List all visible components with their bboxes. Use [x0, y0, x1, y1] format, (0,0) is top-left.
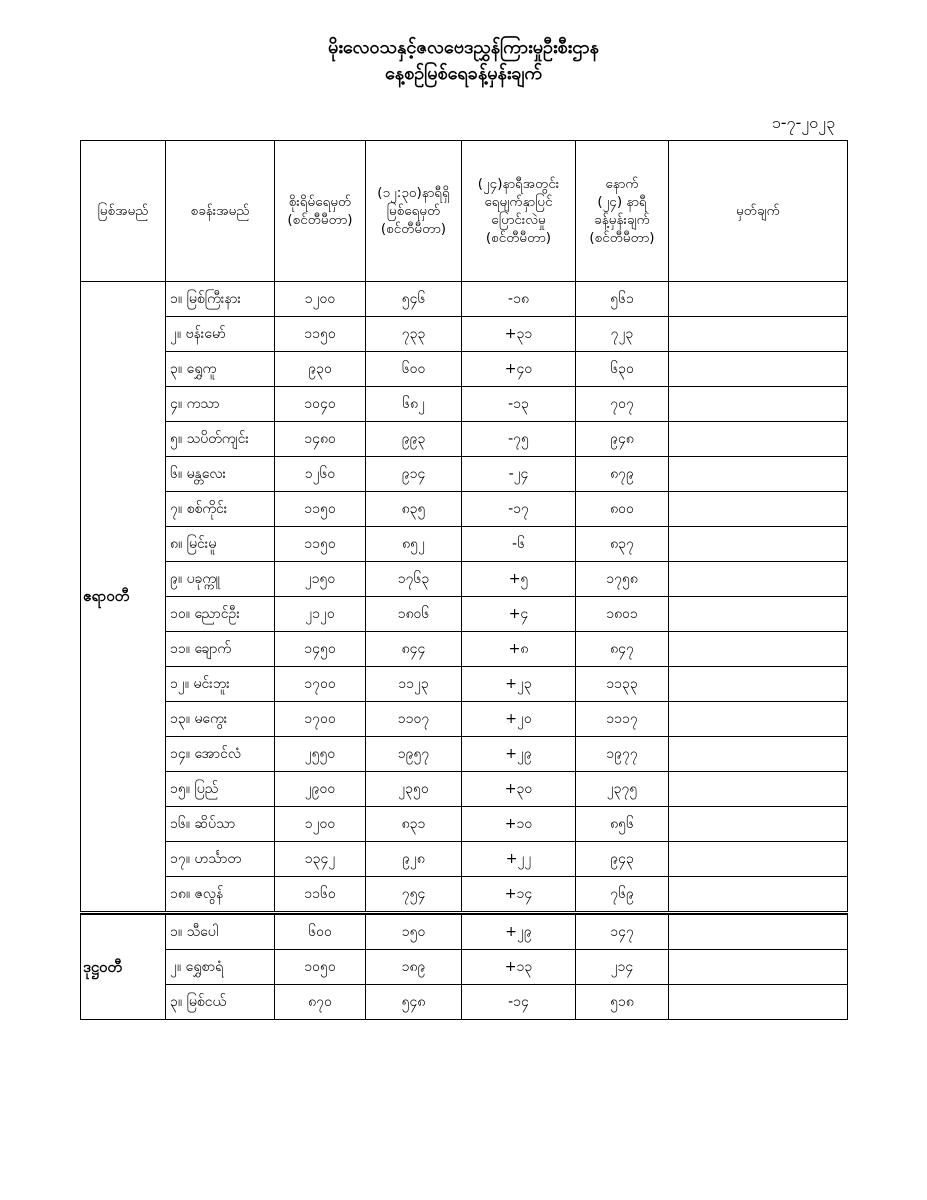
current-level-cell: ၁၈၀၆	[366, 597, 462, 632]
report-date: ၁-၇-၂၀၂၃	[771, 113, 835, 132]
table-row	[81, 737, 848, 772]
station-name-cell: ၁။ မြစ်ကြီးနား	[166, 282, 275, 317]
change-cell: -၇၅	[462, 422, 576, 457]
river-name-cell: ဒုဋ္ဌဝတီ	[81, 915, 166, 1020]
remark-cell	[669, 877, 848, 913]
table-row	[81, 985, 848, 1020]
header-line: (၁၂:၃၀)နာရီရှိ	[377, 184, 450, 201]
forecast-cell: ၁၁၃၃	[576, 667, 669, 702]
header-line: (၂၄) နာရီ	[597, 193, 647, 210]
forecast-cell: ၅၆၁	[576, 282, 669, 317]
change-cell: +၂၂	[462, 842, 576, 877]
current-level-cell: ၁၅၀	[366, 915, 462, 950]
change-cell: +၄၀	[462, 352, 576, 387]
col-remarks-header	[669, 141, 848, 282]
station-name-cell: ၁။ သီပေါ	[166, 915, 275, 950]
header-line: (စင်တီမီတာ)	[380, 221, 447, 238]
header-line: မြစ်ရေမှတ်	[386, 202, 441, 219]
forecast-cell: ၈၀၀	[576, 492, 669, 527]
change-cell: +၁၄	[462, 877, 576, 913]
change-cell: +၂၉	[462, 737, 576, 772]
forecast-cell: ၁၁၁၇	[576, 702, 669, 737]
danger-level-cell: ၁၂၀၀	[275, 807, 366, 842]
table-row	[81, 527, 848, 562]
header-line: စခန်းအမည်	[190, 202, 250, 219]
danger-level-cell: ၁၇၀၀	[275, 702, 366, 737]
danger-level-cell: ၁၁၅၀	[275, 492, 366, 527]
table-header	[81, 141, 848, 282]
remark-cell	[669, 597, 848, 632]
col-change-24h-header	[462, 141, 576, 282]
danger-level-cell: ၁၂၆၀	[275, 457, 366, 492]
change-cell: +၄	[462, 597, 576, 632]
station-name-cell: ၉။ ပခုက္ကူ	[166, 562, 275, 597]
remark-cell	[669, 667, 848, 702]
change-cell: +၃၀	[462, 772, 576, 807]
change-cell: +၂၉	[462, 915, 576, 950]
forecast-cell: ၉၄၃	[576, 842, 669, 877]
change-cell: +၁၃	[462, 950, 576, 985]
forecast-cell: ၂၃၇၅	[576, 772, 669, 807]
remark-cell	[669, 282, 848, 317]
river-level-table	[80, 140, 848, 1020]
current-level-cell: ၁၁၂၃	[366, 667, 462, 702]
danger-level-cell: ၁၂၀၀	[275, 282, 366, 317]
current-level-cell: ၈၅၂	[366, 527, 462, 562]
station-name-cell: ၁၅။ ပြည်	[166, 772, 275, 807]
remark-cell	[669, 317, 848, 352]
forecast-cell: ၇၀၇	[576, 387, 669, 422]
remark-cell	[669, 807, 848, 842]
header-line: စိုးရိမ်ရေမှတ်	[288, 193, 352, 210]
danger-level-cell: ၁၀၅၀	[275, 950, 366, 985]
current-level-cell: ၁၉၅၇	[366, 737, 462, 772]
forecast-cell: ၈၄၇	[576, 632, 669, 667]
change-cell: -၁၇	[462, 492, 576, 527]
current-level-cell: ၅၄၈	[366, 985, 462, 1020]
forecast-cell: ၈၃၇	[576, 527, 669, 562]
current-level-cell: ၇၃၃	[366, 317, 462, 352]
danger-level-cell: ၂၁၅၀	[275, 562, 366, 597]
table-row	[81, 562, 848, 597]
forecast-cell: ၆၃၀	[576, 352, 669, 387]
forecast-cell: ၁၄၇	[576, 915, 669, 950]
change-cell: -၆	[462, 527, 576, 562]
header-line: ခန့်မှန်းချက်	[594, 212, 650, 228]
table-row	[81, 597, 848, 632]
remark-cell	[669, 772, 848, 807]
station-name-cell: ၁၆။ ဆိပ်သာ	[166, 807, 275, 842]
current-level-cell: ၉၉၃	[366, 422, 462, 457]
remark-cell	[669, 632, 848, 667]
header-line: မြစ်အမည်	[97, 202, 149, 219]
danger-level-cell: ၆၀၀	[275, 915, 366, 950]
header-line: မှတ်ချက်	[736, 202, 780, 219]
header-line: (စင်တီမီတာ)	[287, 212, 353, 228]
remark-cell	[669, 842, 848, 877]
danger-level-cell: ၂၅၅၀	[275, 737, 366, 772]
current-level-cell: ၂၃၅၀	[366, 772, 462, 807]
station-name-cell: ၅။ သပိတ်ကျင်း	[166, 422, 275, 457]
change-cell: +၃၁	[462, 317, 576, 352]
current-level-cell: ၁၈၉	[366, 950, 462, 985]
station-name-cell: ၁၂။ မင်းဘူး	[166, 667, 275, 702]
danger-level-cell: ၁၁၅၀	[275, 317, 366, 352]
col-current-level-header	[366, 141, 462, 282]
remark-cell	[669, 422, 848, 457]
forecast-cell: ၁၇၅၈	[576, 562, 669, 597]
table-row	[81, 457, 848, 492]
document-title: မိုးလေဝသနှင့်ဇလဗေဒညွှန်ကြားမှုဦးစီးဌာန	[328, 37, 599, 58]
table-row	[81, 950, 848, 985]
station-name-cell: ၁၃။ မကွေး	[166, 702, 275, 737]
table-row	[81, 387, 848, 422]
change-cell: +၈	[462, 632, 576, 667]
col-danger-level-header	[275, 141, 366, 282]
table-row	[81, 422, 848, 457]
remark-cell	[669, 915, 848, 950]
table-row	[81, 317, 848, 352]
header-row	[81, 141, 848, 282]
current-level-cell: ၅၄၆	[366, 282, 462, 317]
col-river-name-header	[81, 141, 166, 282]
station-name-cell: ၁၄။ အောင်လံ	[166, 737, 275, 772]
forecast-cell: ၉၄၈	[576, 422, 669, 457]
remark-cell	[669, 562, 848, 597]
station-name-cell: ၃။ ရွှေကူ	[166, 352, 275, 387]
header-line: နောက်	[605, 175, 639, 192]
change-cell: +၂၃	[462, 667, 576, 702]
danger-level-cell: ၈၇၀	[275, 985, 366, 1020]
remark-cell	[669, 702, 848, 737]
remark-cell	[669, 387, 848, 422]
current-level-cell: ၉၂၈	[366, 842, 462, 877]
danger-level-cell: ၉၃၀	[275, 352, 366, 387]
remark-cell	[669, 457, 848, 492]
table-row	[81, 702, 848, 737]
remark-cell	[669, 985, 848, 1020]
remark-cell	[669, 950, 848, 985]
station-name-cell: ၂။ ဗန်းမော်	[166, 317, 275, 352]
current-level-cell: ၈၄၄	[366, 632, 462, 667]
station-name-cell: ၂။ ရွှေစာရံ	[166, 950, 275, 985]
remark-cell	[669, 737, 848, 772]
forecast-cell: ၁၈၀၁	[576, 597, 669, 632]
danger-level-cell: ၁၃၄၂	[275, 842, 366, 877]
station-name-cell: ၁၀။ ညောင်ဦး	[166, 597, 275, 632]
station-name-cell: ၁၁။ ချောက်	[166, 632, 275, 667]
document-subtitle: နေ့စဉ်မြစ်ရေခန့်မှန်းချက်	[385, 63, 542, 84]
current-level-cell: ၈၃၁	[366, 807, 462, 842]
table-body	[81, 282, 848, 1020]
table-row	[81, 667, 848, 702]
table-row	[81, 807, 848, 842]
danger-level-cell: ၁၄၅၀	[275, 632, 366, 667]
remark-cell	[669, 492, 848, 527]
danger-level-cell: ၁၄၈၀	[275, 422, 366, 457]
table-row	[81, 842, 848, 877]
header-line: (စင်တီမီတာ)	[589, 230, 655, 247]
danger-level-cell: ၁၇၀၀	[275, 667, 366, 702]
table-row	[81, 772, 848, 807]
table-row	[81, 877, 848, 913]
station-name-cell: ၇။ စစ်ကိုင်း	[166, 492, 275, 527]
table-row	[81, 632, 848, 667]
forecast-cell: ၈၅၆	[576, 807, 669, 842]
current-level-cell: ၆၀၀	[366, 352, 462, 387]
header-line: (၂၄)နာရီအတွင်း	[477, 175, 560, 192]
station-name-cell: ၆။ မန္တလေး	[166, 457, 275, 492]
danger-level-cell: ၂၁၂၀	[275, 597, 366, 632]
table-row	[81, 915, 848, 950]
danger-level-cell: ၁၁၅၀	[275, 527, 366, 562]
river-name-cell: ဧရာဝတီ	[81, 282, 166, 913]
change-cell: -၁၈	[462, 282, 576, 317]
col-forecast-24h-header	[576, 141, 669, 282]
forecast-cell: ၁၉၇၇	[576, 737, 669, 772]
station-name-cell: ၄။ ကသာ	[166, 387, 275, 422]
header-line: (စင်တီမီတာ)	[485, 230, 552, 247]
forecast-cell: ၂၁၄	[576, 950, 669, 985]
current-level-cell: ၆၈၂	[366, 387, 462, 422]
danger-level-cell: ၁၁၆၀	[275, 877, 366, 913]
change-cell: -၂၄	[462, 457, 576, 492]
table-row	[81, 282, 848, 317]
change-cell: +၅	[462, 562, 576, 597]
change-cell: +၂၀	[462, 702, 576, 737]
current-level-cell: ၁၇၆၃	[366, 562, 462, 597]
current-level-cell: ၁၁၀၇	[366, 702, 462, 737]
current-level-cell: ၈၃၅	[366, 492, 462, 527]
col-station-name-header	[166, 141, 275, 282]
header-line: ပြောင်းလဲမှု	[491, 212, 546, 228]
current-level-cell: ၇၅၄	[366, 877, 462, 913]
forecast-cell: ၇၆၉	[576, 877, 669, 913]
forecast-cell: ၇၂၃	[576, 317, 669, 352]
station-name-cell: ၁၈။ ဇလွန်	[166, 877, 275, 913]
forecast-cell: ၈၇၉	[576, 457, 669, 492]
station-name-cell: ၁၇။ ဟင်္သာတ	[166, 842, 275, 877]
station-name-cell: ၈။ မြင်းမူ	[166, 527, 275, 562]
forecast-cell: ၅၁၈	[576, 985, 669, 1020]
change-cell: -၁၃	[462, 387, 576, 422]
header-line: ရေမျက်နှာပြင်	[484, 193, 553, 210]
current-level-cell: ၉၁၄	[366, 457, 462, 492]
table-row	[81, 492, 848, 527]
change-cell: -၁၄	[462, 985, 576, 1020]
change-cell: +၁၀	[462, 807, 576, 842]
station-name-cell: ၃။ မြစ်ငယ်	[166, 985, 275, 1020]
danger-level-cell: ၁၀၄၀	[275, 387, 366, 422]
table-row	[81, 352, 848, 387]
remark-cell	[669, 527, 848, 562]
danger-level-cell: ၂၉၀၀	[275, 772, 366, 807]
remark-cell	[669, 352, 848, 387]
